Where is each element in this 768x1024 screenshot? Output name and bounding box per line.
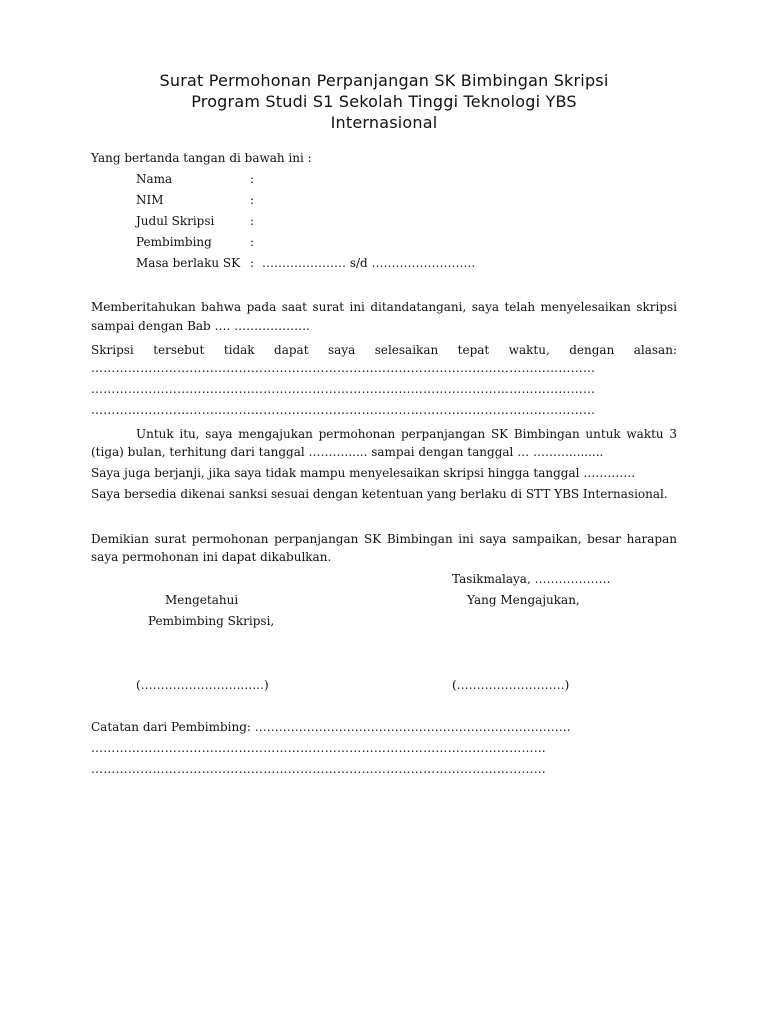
title-line-3: Internasional [330, 113, 438, 132]
field-colon: : [250, 193, 255, 207]
field-label-nim: NIM [136, 193, 164, 207]
field-label-masa-berlaku: Masa berlaku SK [136, 256, 241, 270]
notes-dotted-line: ………………………………………………………………………………………………… [91, 741, 547, 755]
title-line-2: Program Studi S1 Sekolah Tinggi Teknologi YBS [191, 92, 577, 111]
right-signature-name: (………………………) [452, 678, 570, 692]
intro-text: Yang bertanda tangan di bawah ini : [91, 151, 312, 165]
field-colon: : [250, 172, 255, 186]
paragraph-line: Untuk itu, saya mengajukan permohonan perpanjangan SK Bimbingan untuk waktu 3 [136, 427, 677, 441]
closing-line: Demikian surat permohonan perpanjangan SK Bimbingan ini saya sampaikan, besar harapan [91, 532, 677, 546]
notes-dotted-line: ………………………………………………………………………………………………… [91, 762, 547, 776]
left-signature-role: Pembimbing Skripsi, [148, 614, 275, 628]
place-date: Tasikmalaya, ………………. [452, 572, 611, 586]
masa-berlaku-value: ………………… s/d …………………….. [262, 256, 476, 270]
paragraph-line: Saya juga berjanji, jika saya tidak mampu menyelesaikan skripsi hingga tanggal …………. [91, 466, 636, 480]
reason-dotted-line: …………………………………………………………………………………………………………… [91, 403, 596, 417]
field-label-pembimbing: Pembimbing [136, 235, 212, 249]
reason-dotted-line: …………………………………………………………………………………………………………… [91, 382, 596, 396]
field-colon: : [250, 214, 255, 228]
letter-title [60, 70, 708, 133]
title-line-1: Surat Permohonan Perpanjangan SK Bimbingan Skripsi [159, 71, 609, 90]
field-colon: : [250, 235, 255, 249]
left-signature-heading: Mengetahui [165, 593, 239, 607]
field-label-judul-skripsi: Judul Skripsi [136, 214, 215, 228]
right-signature-heading: Yang Mengajukan, [467, 593, 580, 607]
reason-dotted-line: …………………………………………………………………………………………………………… [91, 361, 596, 375]
left-signature-name: (……………………..…..) [136, 678, 269, 692]
paragraph-line: (tiga) bulan, terhitung dari tanggal ………...... sampai dengan tanggal … ………......... [91, 445, 604, 459]
notes-label: Catatan dari Pembimbing: ……………………………………………………………………. [91, 720, 571, 734]
field-colon: : [250, 256, 255, 270]
paragraph-line: sampai dengan Bab …. ………………. [91, 319, 310, 333]
field-label-nama: Nama [136, 172, 173, 186]
paragraph-line: Skripsi tersebut tidak dapat saya selesaikan tepat waktu, dengan alasan: [91, 343, 677, 357]
closing-line: saya permohonan ini dapat dikabulkan. [91, 550, 332, 564]
paragraph-line: Memberitahukan bahwa pada saat surat ini ditandatangani, saya telah menyelesaikan skripsi [91, 300, 677, 314]
paragraph-line: Saya bersedia dikenai sanksi sesuai dengan ketentuan yang berlaku di STT YBS Internasional. [91, 487, 668, 501]
